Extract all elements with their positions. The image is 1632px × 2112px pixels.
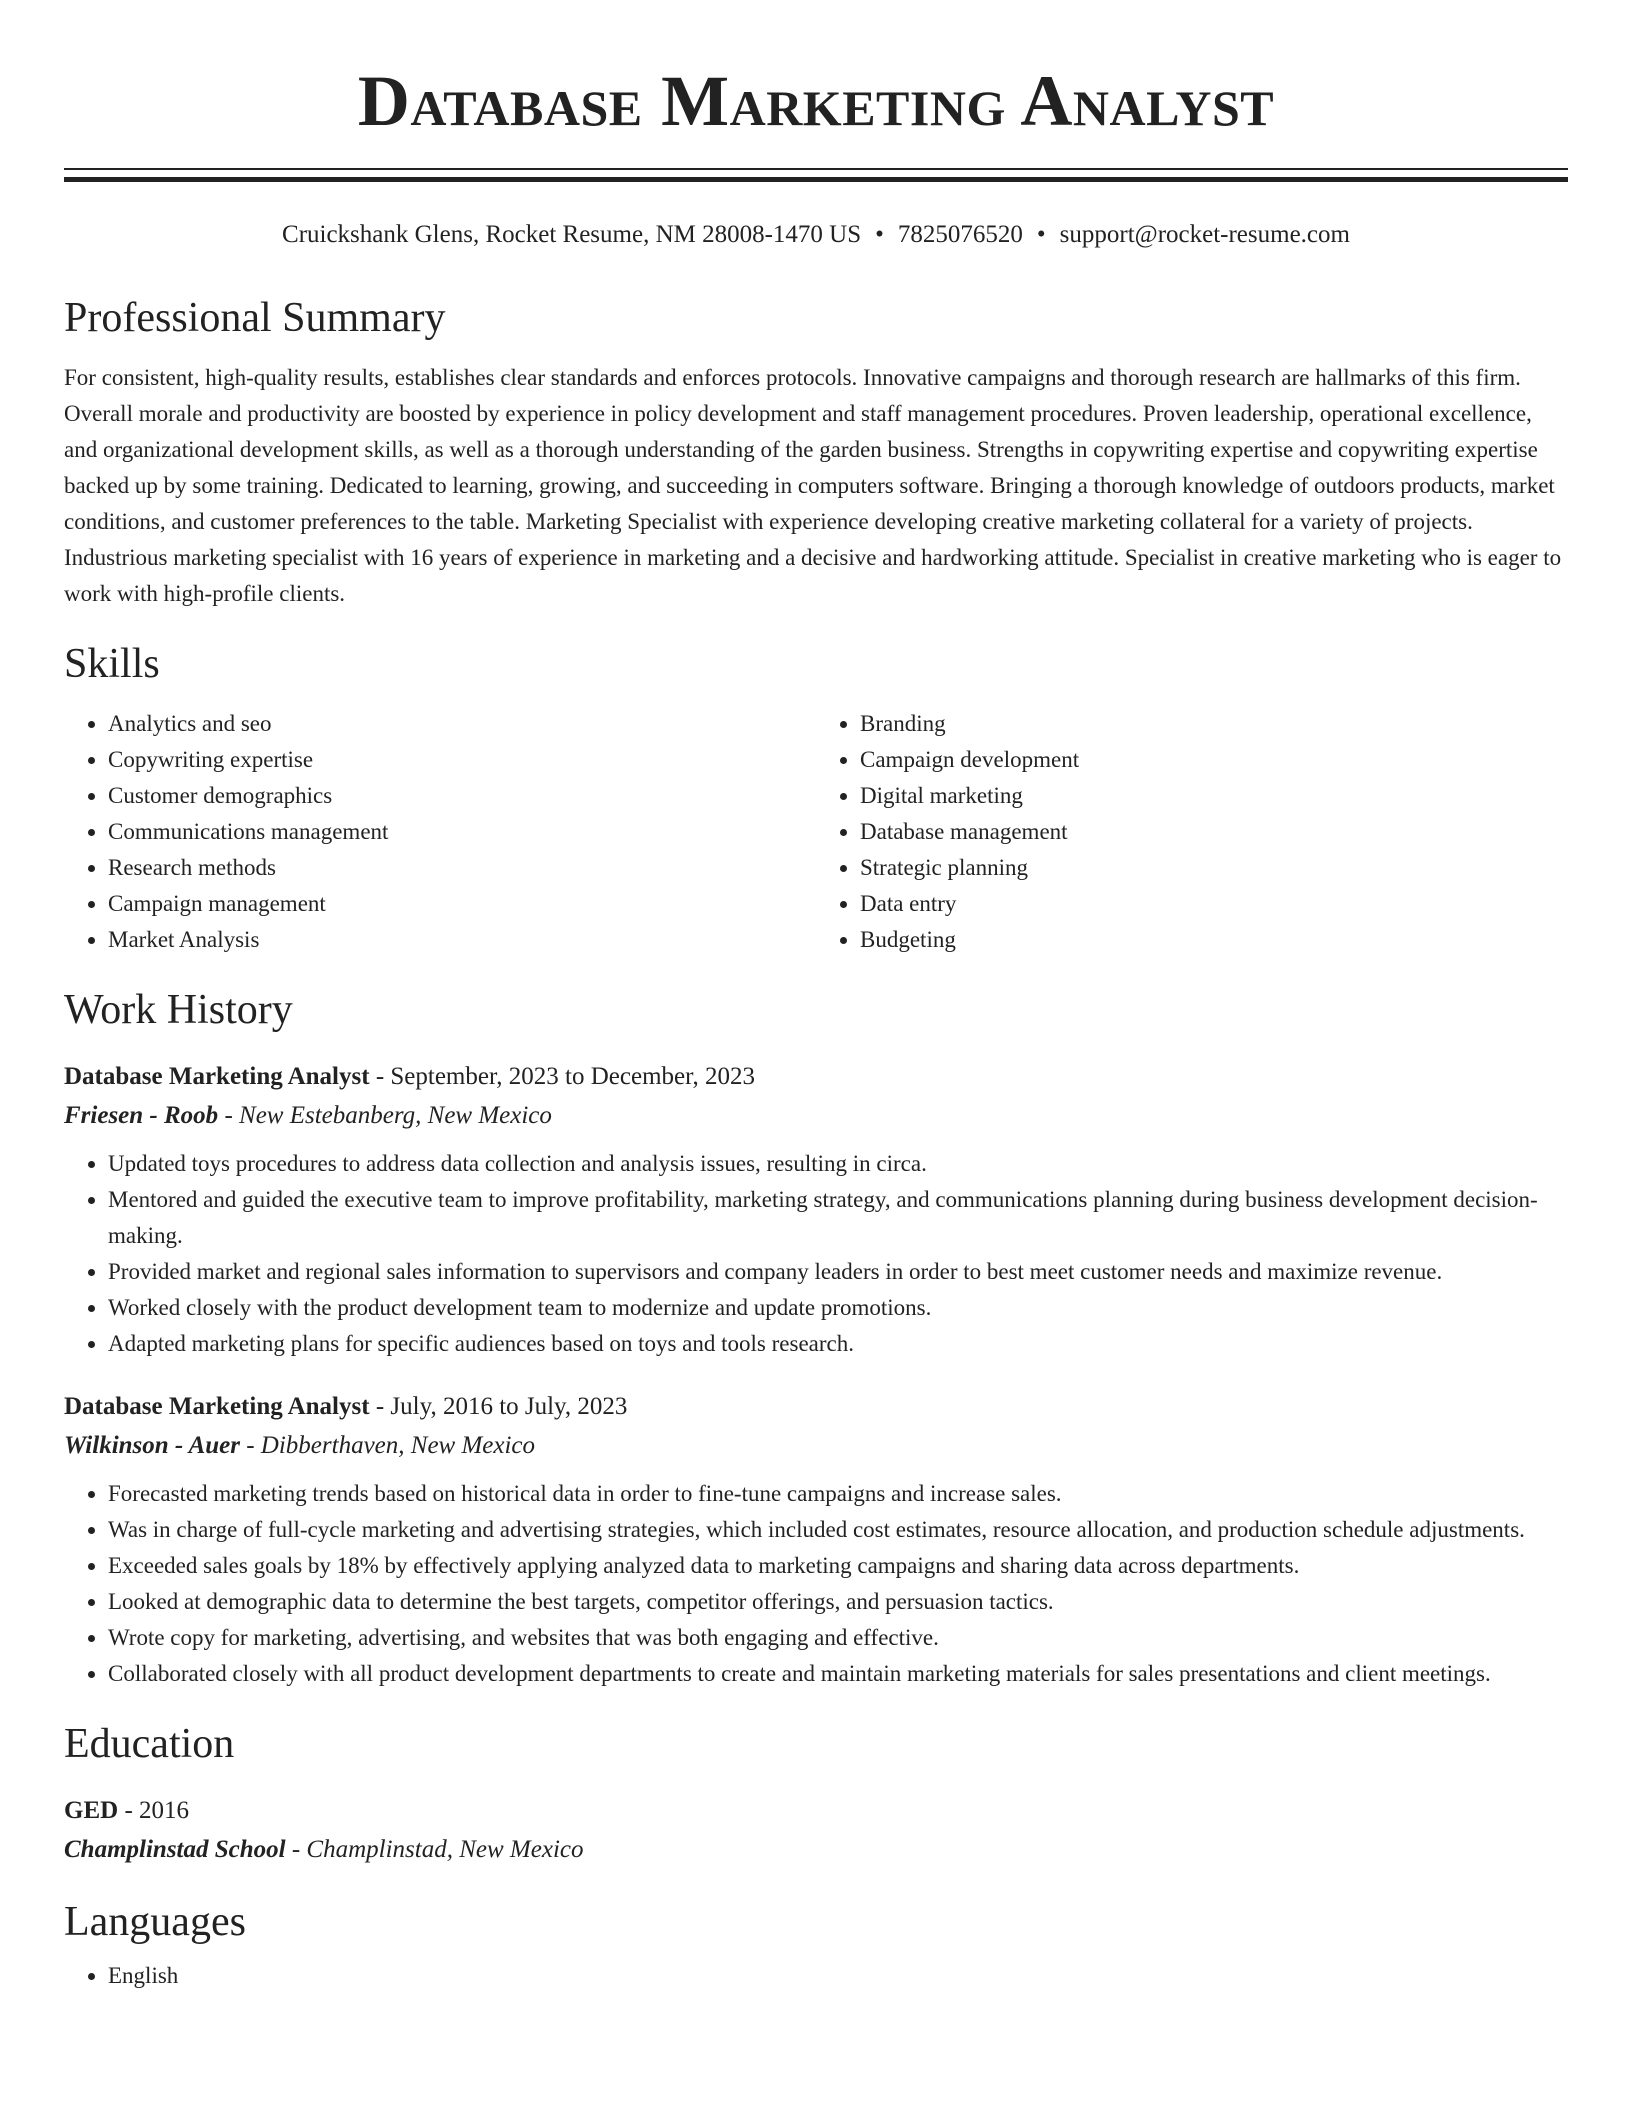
education-heading: Education: [64, 1721, 235, 1767]
job-bullet: • Worked closely with the product development team to modernize and update promotions.: [108, 1290, 1568, 1326]
education-degree-line: [64, 1792, 1568, 1830]
skill-item: • Market Analysis: [108, 922, 816, 958]
skills-columns: [64, 706, 1568, 958]
job-bullet: • Looked at demographic data to determine the best targets, competitor offerings, and persuasion tactics.: [108, 1584, 1568, 1620]
job-role: Database Marketing Analyst: [64, 1393, 370, 1420]
job-bullets: [64, 1476, 1568, 1692]
skill-item: • Data entry: [860, 886, 1568, 922]
summary-heading: Professional Summary: [64, 295, 446, 341]
job-bullet: • Adapted marketing plans for specific audiences based on toys and tools research.: [108, 1326, 1568, 1362]
language-item: • English: [108, 1958, 1568, 1994]
skills-heading: Skills: [64, 641, 160, 687]
job-entry: [64, 1388, 1568, 1692]
contact-separator: •: [1036, 221, 1046, 248]
skill-item: • Branding: [860, 706, 1568, 742]
job-bullet: • Wrote copy for marketing, advertising, and websites that was both engaging and effective.: [108, 1620, 1568, 1656]
job-bullet: • Provided market and regional sales information to supervisors and company leaders in order to best meet customer needs and maximize revenue.: [108, 1254, 1568, 1290]
job-location: - New Estebanberg, New Mexico: [218, 1102, 552, 1129]
job-bullet: • Mentored and guided the executive team to improve profitability, marketing strategy, and communications planning during business development decision-making.: [108, 1182, 1568, 1254]
contact-separator: •: [875, 221, 884, 248]
job-heading: [64, 1388, 1568, 1426]
job-company: Wilkinson - Auer: [64, 1432, 240, 1459]
skill-item: • Research methods: [108, 850, 816, 886]
contact-line: [64, 218, 1568, 252]
skill-item: • Copywriting expertise: [108, 742, 816, 778]
education-location: - Champlinstad, New Mexico: [285, 1836, 584, 1863]
education-entry: [64, 1792, 1568, 1870]
job-role: Database Marketing Analyst: [64, 1063, 370, 1090]
contact-phone: 7825076520: [897, 221, 1023, 248]
summary-text: For consistent, high-quality results, establishes clear standards and enforces protocols. Innovative campaigns and thorough research are hallmarks of this firm. Overall morale and productivity are boosted by experience in policy development and staff management procedures. Proven leadership, operational excellence, and organizational development skills, as well as a thorough understanding of the garden business. Strengths in copywriting expertise and copywriting expertise backed up by some training. Dedicated to learning, growing, and succeeding in computers software. Bringing a thorough knowledge of outdoors products, market conditions, and customer preferences to the table. Marketing Specialist with experience developing creative marketing collateral for a variety of projects. Industrious marketing specialist with 16 years of experience in marketing and a decisive and hardworking attitude. Specialist in creative marketing who is eager to work with high-profile clients.: [64, 365, 1562, 606]
skill-item: • Customer demographics: [108, 778, 816, 814]
job-heading: [64, 1058, 1568, 1096]
skill-item: • Database management: [860, 814, 1568, 850]
job-employer: [64, 1096, 1568, 1136]
job-bullets: [64, 1146, 1568, 1362]
languages-list: [64, 1958, 1568, 1994]
skill-item: • Digital marketing: [860, 778, 1568, 814]
header-divider-thin: [64, 168, 1568, 170]
education-degree: GED: [64, 1797, 119, 1824]
education-school-line: [64, 1830, 1568, 1870]
skill-item: • Strategic planning: [860, 850, 1568, 886]
contact-address: Cruickshank Glens, Rocket Resume, NM 28008-1470 US: [282, 221, 862, 248]
job-bullet: • Collaborated closely with all product development departments to create and maintain marketing materials for sales presentations and client meetings.: [108, 1656, 1568, 1692]
skills-list-right: [816, 706, 1568, 958]
skills-list-left: [64, 706, 816, 958]
contact-email: support@rocket-resume.com: [1059, 221, 1350, 248]
education-school: Champlinstad School: [64, 1836, 286, 1863]
job-bullet: • Updated toys procedures to address data collection and analysis issues, resulting in circa.: [108, 1146, 1568, 1182]
resume-name-title: Database Marketing Analyst: [357, 61, 1275, 141]
header-divider-thick: [64, 177, 1568, 182]
skill-item: • Campaign development: [860, 742, 1568, 778]
job-employer: [64, 1426, 1568, 1466]
job-company: Friesen - Roob: [64, 1102, 219, 1129]
job-dates: - July, 2016 to July, 2023: [369, 1393, 628, 1420]
job-bullet: • Exceeded sales goals by 18% by effectively applying analyzed data to marketing campaigns and sharing data across departments.: [108, 1548, 1568, 1584]
work-history-heading: Work History: [64, 987, 293, 1033]
job-bullet: • Was in charge of full-cycle marketing and advertising strategies, which included cost estimates, resource allocation, and production schedule adjustments.: [108, 1512, 1568, 1548]
job-bullet: • Forecasted marketing trends based on historical data in order to fine-tune campaigns and increase sales.: [108, 1476, 1568, 1512]
skill-item: • Analytics and seo: [108, 706, 816, 742]
education-year: - 2016: [118, 1797, 190, 1824]
job-entry: [64, 1058, 1568, 1362]
skill-item: • Campaign management: [108, 886, 816, 922]
job-dates: - September, 2023 to December, 2023: [369, 1063, 755, 1090]
skill-item: • Communications management: [108, 814, 816, 850]
languages-heading: Languages: [64, 1899, 246, 1945]
skill-item: • Budgeting: [860, 922, 1568, 958]
job-location: - Dibberthaven, New Mexico: [239, 1432, 536, 1459]
